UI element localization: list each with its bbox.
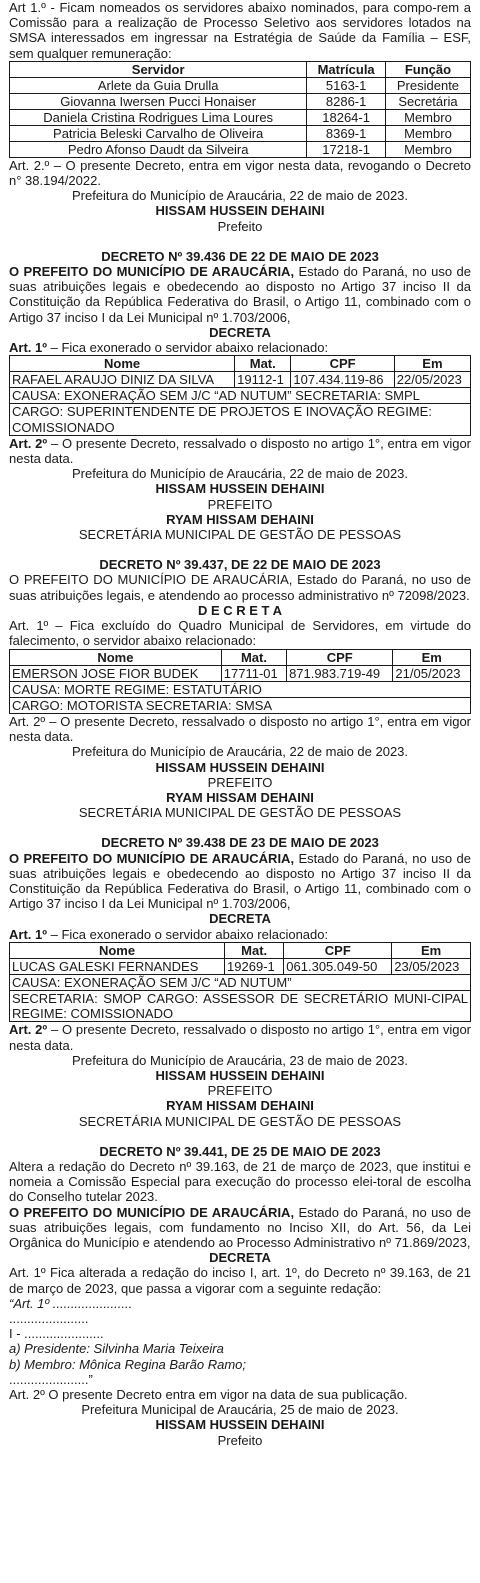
decreta-heading: DECRETA [209, 324, 271, 340]
signer-name: HISSAM HUSSEIN DEHAINI [155, 1417, 325, 1433]
cell-matricula: 5163-1 [307, 77, 386, 93]
header-nome: Nome [10, 356, 235, 372]
decree-title: DECRETO Nº 39.437, DE 22 DE MAIO DE 2023 [99, 557, 381, 573]
header-em: Em [393, 649, 471, 665]
signer-role: PREFEITO [207, 1083, 273, 1099]
place-date: Prefeitura do Município de Araucária, 22 de maio de 2023. [71, 744, 409, 760]
header-funcao: Função [385, 61, 470, 77]
art1-text: – Fica exonerado o servidor abaixo relacionado: [46, 926, 329, 942]
art2-text: – O presente Decreto, ressalvado o disposto no artigo 1°, entra em vigor nesta data. [9, 1022, 472, 1053]
cell-mat: 19269-1 [225, 958, 284, 974]
signer-role: PREFEITO [207, 774, 273, 790]
preamble-text: Estado do Paraná, no uso de suas atribuições legais, com fundamento no Inciso XII, do Art. 56, da Lei Orgânica do Município e atendendo ao Processo Administrativo nº 71.869/2023, [9, 1204, 471, 1250]
commission-table [9, 61, 471, 158]
decree-art1: Art. 1º – Fica excluído do Quadro Municipal de Servidores, em virtude do falecimento, o servidor abaixo relacionado: [9, 618, 471, 649]
cell-funcao: Secretária [385, 93, 470, 109]
quoted-membro: b) Membro: Mônica Regina Barão Ramo; [9, 1356, 246, 1372]
header-cpf: CPF [291, 356, 394, 372]
decree-art1: Art. 1º Fica alterada a redação do inciso I, art. 1º, do Decreto nº 39.163, de 21 de março de 2023, que passa a vigorar com a seguinte redação: [9, 1265, 471, 1296]
decree-preamble: O PREFEITO DO MUNICÍPIO DE ARAUCÁRIA, Estado do Paraná, no uso de suas atribuições legais, e atendendo ao processo administrativo nº 72098/2023. [9, 572, 471, 603]
cell-servidor: Patricia Beleski Carvalho de Oliveira [10, 125, 307, 141]
cell-nome: RAFAEL ARAUJO DINIZ DA SILVA [10, 372, 235, 388]
signer-name: HISSAM HUSSEIN DEHAINI [155, 759, 325, 775]
secretary-role: SECRETÁRIA MUNICIPAL DE GESTÃO DE PESSOAS [78, 805, 402, 821]
decree-art1 [9, 927, 471, 942]
decree-art2: Art. 2º O presente Decreto entra em vigor na data de sua publicação. [9, 1387, 408, 1403]
quoted-art1: “Art. 1º ...................... [9, 1295, 133, 1311]
art1-label: Art. 1º [9, 926, 47, 942]
decree-art1 [9, 340, 471, 355]
secretary-name: RYAM HISSAM DEHAINI [166, 511, 314, 527]
decree-art2 [9, 1022, 471, 1052]
preamble-text: Estado do Paraná, no uso de suas atribuições legais e obedecendo ao disposto no Artigo 37 inciso II da Constituição da República Federativa do Brasil, o Artigo 11, combinado com o Artigo 37 inciso I da Lei Municipal nº 1.703/2006, [9, 264, 471, 325]
art1-text: – Fica exonerado o servidor abaixo relacionado: [46, 340, 329, 356]
table-row [10, 125, 471, 141]
header-em: Em [394, 356, 470, 372]
art2-label: Art. 2º [9, 435, 48, 451]
cell-servidor: Pedro Afonso Daudt da Silveira [10, 141, 307, 157]
preamble-text: Estado do Paraná, no uso de suas atribuições legais e obedecendo ao disposto no Artigo 37 inciso II da Constituição da República Federativa do Brasil, o Artigo 11, combinado com o Artigo 37 inciso I da Lei Municipal nº 1.703/2006, [9, 850, 471, 912]
signer-role: Prefeito [217, 218, 263, 234]
signer-role: PREFEITO [207, 496, 273, 512]
table-header-row [10, 61, 471, 77]
preamble-authority: O PREFEITO DO MUNICÍPIO DE ARAUCÁRIA, [9, 1204, 295, 1220]
cell-servidor: Daniela Cristina Rodrigues Lima Loures [10, 109, 307, 125]
cell-matricula: 8369-1 [307, 125, 386, 141]
header-nome: Nome [10, 649, 222, 665]
cell-nome: LUCAS GALESKI FERNANDES [10, 958, 225, 974]
cell-mat: 17711-01 [221, 665, 286, 681]
cell-em: 21/05/2023 [393, 665, 471, 681]
cell-servidor: Arlete da Guia Drulla [10, 77, 307, 93]
header-matricula: Matrícula [307, 61, 386, 77]
header-mat: Mat. [235, 356, 291, 372]
table-row [10, 372, 471, 388]
preamble-authority: O PREFEITO DO MUNICÍPIO DE ARAUCÁRIA, [9, 264, 295, 280]
cell-matricula: 18264-1 [307, 109, 386, 125]
cell-cpf: 061.305.049-50 [284, 958, 392, 974]
table-row [10, 958, 471, 974]
decreta-heading: DECRETA [209, 911, 271, 927]
header-mat: Mat. [225, 942, 284, 958]
cargo-box: SECRETARIA: SMOP CARGO: ASSESSOR DE SECRETÁRIO MUNI-CIPAL REGIME: COMISSIONADO [9, 991, 471, 1022]
causa-box: CAUSA: MORTE REGIME: ESTATUTÁRIO [9, 682, 471, 698]
decreta-heading: DECRETA [209, 1250, 271, 1266]
table-row [10, 141, 471, 157]
secretary-role: SECRETÁRIA MUNICIPAL DE GESTÃO DE PESSOAS [78, 527, 402, 543]
decree-title: DECRETO Nº 39.438 DE 23 DE MAIO DE 2023 [101, 835, 379, 851]
cell-em: 22/05/2023 [394, 372, 470, 388]
cell-em: 23/05/2023 [392, 958, 471, 974]
causa-box: CAUSA: EXONERAÇÃO SEM J/C “AD NUTUM” [9, 975, 471, 991]
cell-funcao: Presidente [385, 77, 470, 93]
place-date: Prefeitura do Município de Araucária, 22 de maio de 2023. [71, 188, 409, 204]
place-date: Prefeitura do Município de Araucária, 23 de maio de 2023. [71, 1052, 409, 1068]
servant-table [9, 649, 471, 682]
cell-funcao: Membro [385, 109, 470, 125]
cell-cpf: 871.983.719-49 [287, 665, 393, 681]
servant-table [9, 942, 471, 975]
decree-art2 [9, 436, 471, 466]
cell-cpf: 107.434.119-86 [291, 372, 394, 388]
quoted-end: ......................” [9, 1371, 93, 1387]
header-cpf: CPF [284, 942, 392, 958]
signer-role: Prefeito [217, 1432, 263, 1448]
cargo-box: CARGO: MOTORISTA SECRETARIA: SMSA [9, 698, 471, 714]
decree-preamble [9, 1205, 471, 1251]
quoted-dots: ...................... [9, 1311, 89, 1327]
table-row [10, 665, 471, 681]
art1-label: Art. 1º [9, 340, 47, 356]
cell-servidor: Giovanna Iwersen Pucci Honaiser [10, 93, 307, 109]
header-servidor: Servidor [10, 61, 307, 77]
cell-matricula: 8286-1 [307, 93, 386, 109]
preamble-authority: O PREFEITO DO MUNICÍPIO DE ARAUCÁRIA, [9, 850, 295, 866]
intro-art2: Art. 2.º – O presente Decreto, entra em vigor nesta data, revogando o Decreto n° 38.194/2022. [9, 157, 471, 189]
cell-matricula: 17218-1 [307, 141, 386, 157]
decree-preamble [9, 851, 471, 912]
cell-nome: EMERSON JOSE FIOR BUDEK [10, 665, 222, 681]
signer-name: HISSAM HUSSEIN DEHAINI [155, 481, 325, 497]
decreta-heading: D E C R E T A [197, 602, 283, 618]
header-mat: Mat. [221, 649, 286, 665]
decree-art2: Art. 2º – O presente Decreto, ressalvado o disposto no artigo 1°, entra em vigor nesta data. [9, 713, 471, 745]
art2-label: Art. 2º [9, 1022, 48, 1038]
table-row [10, 93, 471, 109]
table-header-row [10, 356, 471, 372]
secretary-name: RYAM HISSAM DEHAINI [166, 789, 314, 805]
servant-table [9, 355, 471, 388]
table-header-row [10, 942, 471, 958]
place-date: Prefeitura Municipal de Araucária, 25 de maio de 2023. [81, 1402, 399, 1418]
secretary-role: SECRETÁRIA MUNICIPAL DE GESTÃO DE PESSOAS [78, 1113, 402, 1129]
cell-funcao: Membro [385, 141, 470, 157]
cell-funcao: Membro [385, 125, 470, 141]
cell-mat: 19112-1 [235, 372, 291, 388]
table-row [10, 109, 471, 125]
header-cpf: CPF [287, 649, 393, 665]
causa-box: CAUSA: EXONERAÇÃO SEM J/C “AD NUTUM” SECRETARIA: SMPL [9, 388, 471, 404]
header-em: Em [392, 942, 471, 958]
decree-title: DECRETO Nº 39.441, DE 25 DE MAIO DE 2023 [99, 1143, 381, 1159]
place-date: Prefeitura do Município de Araucária, 22 de maio de 2023. [71, 466, 409, 482]
decree-ementa: Altera a redação do Decreto nº 39.163, de 21 de março de 2023, que institui e nomeia a Comissão Especial para execução do processo elei-toral de escolha do Conselho tutelar 2023. [9, 1158, 471, 1205]
table-row [10, 77, 471, 93]
intro-art1: Art 1.º - Ficam nomeados os servidores abaixo nominados, para compo-rem a Comissão para a realização de Processo Seletivo aos servidores lotados na SMSA interessados em ingressar na Estratégia de Saúde da Família – ESF, sem qualquer remuneração: [9, 0, 471, 61]
quoted-inciso: I - ...................... [9, 1326, 104, 1342]
table-header-row [10, 649, 471, 665]
secretary-name: RYAM HISSAM DEHAINI [166, 1098, 314, 1114]
signer-name: HISSAM HUSSEIN DEHAINI [155, 203, 325, 219]
decree-preamble [9, 264, 471, 325]
cargo-box: CARGO: SUPERINTENDENTE DE PROJETOS E INOVAÇÃO REGIME: COMISSIONADO [9, 404, 471, 435]
decree-title: DECRETO Nº 39.436 DE 22 DE MAIO DE 2023 [101, 248, 379, 264]
quoted-presidente: a) Presidente: Silvinha Maria Teixeira [9, 1341, 224, 1357]
art2-text: – O presente Decreto, ressalvado o disposto no artigo 1°, entra em vigor nesta data. [9, 435, 472, 467]
signer-name: HISSAM HUSSEIN DEHAINI [155, 1067, 325, 1083]
header-nome: Nome [10, 942, 225, 958]
